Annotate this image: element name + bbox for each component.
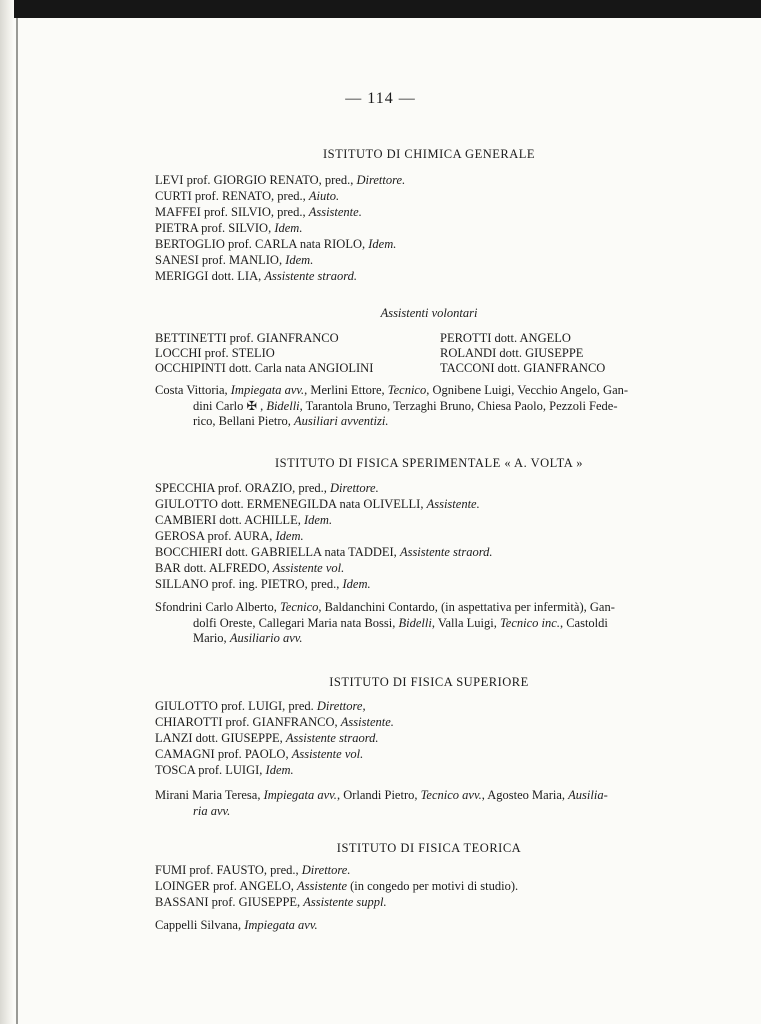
volontario-left: OCCHIPINTI dott. Carla nata ANGIOLINI <box>155 361 374 375</box>
volontario-left: BETTINETTI prof. GIANFRANCO <box>155 331 339 345</box>
entry: CAMBIERI dott. ACHILLE, Idem. <box>155 513 333 527</box>
section-title-fisica-sperimentale: ISTITUTO DI FISICA SPERIMENTALE « A. VOLTA » <box>275 456 583 470</box>
page-number: — 114 — <box>345 90 416 107</box>
volontario-right: TACCONI dott. GIANFRANCO <box>440 361 606 375</box>
entry: BASSANI prof. GIUSEPPE, Assistente suppl. <box>155 895 387 909</box>
entry: SILLANO prof. ing. PIETRO, pred., Idem. <box>155 577 371 591</box>
staff-paragraph: Sfondrini Carlo Alberto, Tecnico, Baldanchini Contardo, (in aspettativa per infermità), Gan- dolfi Oreste, Callegari Maria nata Bossi, Bidelli, Valla Luigi, Tecnico inc., Castoldi Mario, Ausiliario avv. <box>155 600 615 645</box>
entry: SPECCHIA prof. ORAZIO, pred., Direttore. <box>155 481 379 495</box>
volontario-left: LOCCHI prof. STELIO <box>155 346 275 360</box>
scan-top-edge <box>0 0 761 18</box>
entry: GEROSA prof. AURA, Idem. <box>155 529 304 543</box>
entry: BAR dott. ALFREDO, Assistente vol. <box>155 561 345 575</box>
entry: MERIGGI dott. LIA, Assistente straord. <box>155 269 357 283</box>
entry: PIETRA prof. SILVIO, Idem. <box>155 221 303 235</box>
entry: GIULOTTO prof. LUIGI, pred. Direttore, <box>155 699 366 713</box>
section-title-chimica-generale: ISTITUTO DI CHIMICA GENERALE <box>322 147 536 161</box>
entry: LEVI prof. GIORGIO RENATO, pred., Direttore. <box>155 173 406 187</box>
entry: LANZI dott. GIUSEPPE, Assistente straord. <box>155 731 379 745</box>
section-title-fisica-superiore: ISTITUTO DI FISICA SUPERIORE <box>329 675 529 689</box>
entry: CAMAGNI prof. PAOLO, Assistente vol. <box>155 747 364 761</box>
entry: CURTI prof. RENATO, pred., Aiuto. <box>155 189 340 203</box>
entry: BOCCHIERI dott. GABRIELLA nata TADDEI, Assistente straord. <box>155 545 493 559</box>
entry: FUMI prof. FAUSTO, pred., Direttore. <box>155 863 351 877</box>
entry: SANESI prof. MANLIO, Idem. <box>155 253 314 267</box>
entry: BERTOGLIO prof. CARLA nata RIOLO, Idem. <box>155 237 397 251</box>
volontario-right: PEROTTI dott. ANGELO <box>440 331 571 345</box>
section-title-fisica-teorica: ISTITUTO DI FISICA TEORICA <box>336 841 522 855</box>
entry: GIULOTTO dott. ERMENEGILDA nata OLIVELLI, Assistente. <box>155 497 480 511</box>
staff-paragraph: Mirani Maria Teresa, Impiegata avv., Orlandi Pietro, Tecnico avv., Agosteo Maria, Ausilia- ria avv. <box>155 788 608 818</box>
entry: TOSCA prof. LUIGI, Idem. <box>155 763 294 777</box>
staff-paragraph: Cappelli Silvana, Impiegata avv. <box>155 918 318 932</box>
entry: CHIAROTTI prof. GIANFRANCO, Assistente. <box>155 715 394 729</box>
binding-line <box>16 18 18 1024</box>
entry: MAFFEI prof. SILVIO, pred., Assistente. <box>155 205 362 219</box>
subheading-assistenti-volontari: Assistenti volontari <box>380 306 478 320</box>
staff-paragraph: Costa Vittoria, Impiegata avv., Merlini Ettore, Tecnico, Ognibene Luigi, Vecchio Angelo, Gan- dini Carlo ✠ , Bidelli, Tarantola Bruno, Terzaghi Bruno, Chiesa Paolo, Pezzoli Fede- rico, Bellani Pietro, Ausiliari avventizi. <box>155 383 629 428</box>
entry: LOINGER prof. ANGELO, Assistente (in congedo per motivi di studio). <box>155 879 519 893</box>
volontario-right: ROLANDI dott. GIUSEPPE <box>440 346 584 360</box>
